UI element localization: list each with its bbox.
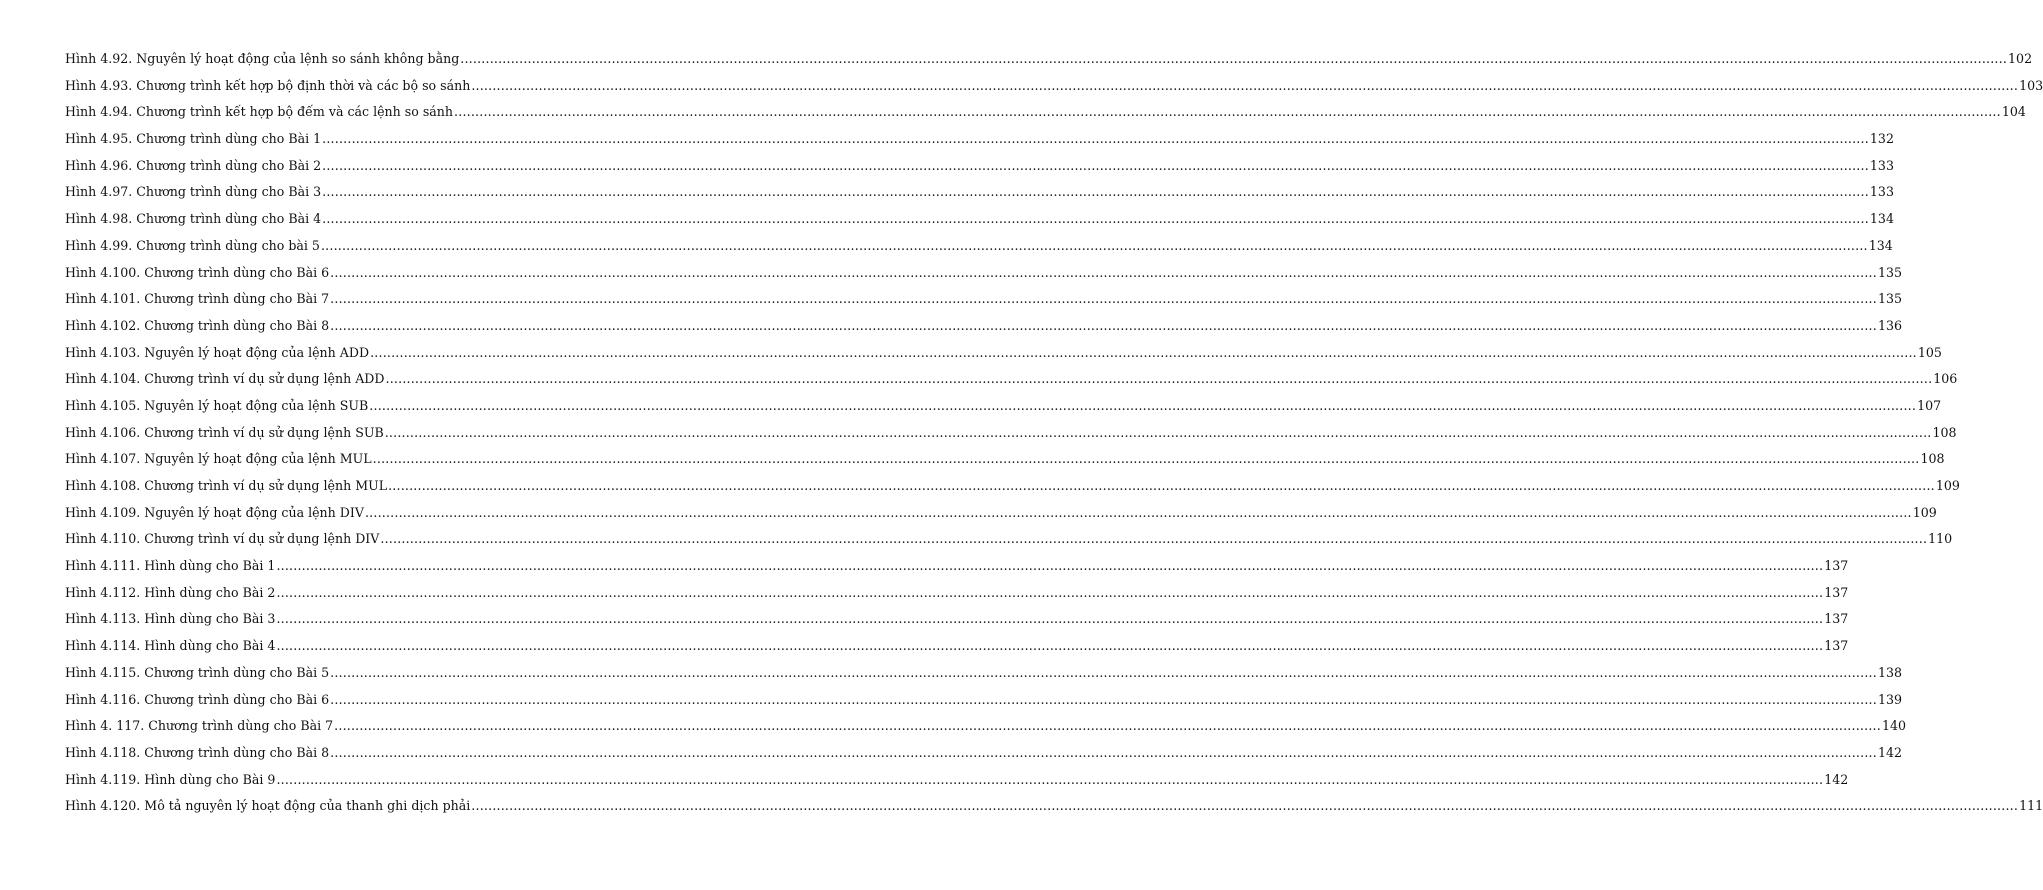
toc-entry[interactable] bbox=[65, 179, 1894, 206]
toc-entry-title: Hình 4.105. Nguyên lý hoạt động của lệnh SUB bbox=[65, 397, 369, 413]
toc-entry-title: Hình 4.104. Chương trình ví dụ sử dụng lệnh ADD bbox=[65, 371, 385, 387]
toc-entry-title: Hình 4.93. Chương trình kết hợp bộ định thời và các bộ so sánh bbox=[65, 77, 471, 93]
dot-leader bbox=[373, 446, 1920, 473]
toc-entry-page: 136 bbox=[1877, 317, 1902, 333]
toc-entry-page: 137 bbox=[1824, 638, 1849, 654]
toc-entry-title: Hình 4.100. Chương trình dùng cho Bài 6 bbox=[65, 264, 330, 280]
list-of-figures bbox=[65, 46, 2043, 820]
toc-entry[interactable] bbox=[65, 260, 1902, 287]
dot-leader bbox=[276, 553, 1823, 580]
toc-entry-page: 108 bbox=[1920, 451, 1945, 467]
toc-entry[interactable] bbox=[65, 687, 1902, 714]
dot-leader bbox=[380, 526, 1927, 553]
toc-entry-title: Hình 4.118. Chương trình dùng cho Bài 8 bbox=[65, 744, 330, 760]
toc-entry-title: Hình 4.103. Nguyên lý hoạt động của lệnh ADD bbox=[65, 344, 370, 360]
toc-entry[interactable] bbox=[65, 73, 2043, 100]
toc-entry-title: Hình 4.108. Chương trình ví dụ sử dụng lệnh MUL bbox=[65, 478, 388, 493]
toc-entry[interactable] bbox=[65, 793, 2043, 820]
toc-entry-page: 142 bbox=[1824, 771, 1849, 787]
toc-entry-title: Hình 4.96. Chương trình dùng cho Bài 2 bbox=[65, 157, 322, 173]
toc-entry[interactable] bbox=[65, 366, 1958, 393]
toc-entry-title: Hình 4.111. Hình dùng cho Bài 1 bbox=[65, 558, 276, 574]
toc-entry[interactable] bbox=[65, 340, 1942, 367]
toc-entry-page: 142 bbox=[1877, 744, 1902, 760]
toc-entry[interactable] bbox=[65, 153, 1894, 180]
toc-entry-page: 132 bbox=[1869, 131, 1894, 147]
toc-entry-page: 140 bbox=[1881, 718, 1906, 734]
toc-entry-page: 111 bbox=[2019, 798, 2043, 814]
dot-leader bbox=[460, 46, 2007, 73]
toc-entry-page: 109 bbox=[1912, 504, 1937, 520]
toc-entry-title: Hình 4.119. Hình dùng cho Bài 9 bbox=[65, 771, 276, 787]
toc-entry[interactable] bbox=[65, 767, 1849, 794]
toc-entry-page: 137 bbox=[1824, 584, 1849, 600]
toc-entry[interactable] bbox=[65, 313, 1902, 340]
toc-entry[interactable] bbox=[65, 46, 2033, 73]
dot-leader bbox=[276, 606, 1823, 633]
toc-entry-page: 135 bbox=[1877, 291, 1902, 307]
toc-entry-page: 133 bbox=[1869, 157, 1894, 173]
toc-entry[interactable] bbox=[65, 286, 1902, 313]
dot-leader bbox=[454, 99, 2001, 126]
toc-entry-page: 102 bbox=[2008, 51, 2033, 66]
dot-leader bbox=[334, 713, 1881, 740]
toc-entry[interactable] bbox=[65, 446, 1945, 473]
toc-entry-title: Hình 4.116. Chương trình dùng cho Bài 6 bbox=[65, 691, 330, 707]
dot-leader bbox=[471, 793, 2018, 820]
toc-entry[interactable] bbox=[65, 606, 1849, 633]
toc-entry-page: 133 bbox=[1869, 184, 1894, 200]
toc-entry-title: Hình 4.94. Chương trình kết hợp bộ đếm và các lệnh so sánh bbox=[65, 104, 454, 120]
dot-leader bbox=[370, 340, 1917, 367]
toc-entry[interactable] bbox=[65, 660, 1902, 687]
dot-leader bbox=[385, 420, 1932, 447]
toc-entry-page: 138 bbox=[1877, 664, 1902, 680]
dot-leader bbox=[471, 73, 2018, 100]
toc-entry-page: 103 bbox=[2019, 77, 2043, 93]
toc-entry-page: 134 bbox=[1868, 237, 1893, 253]
dot-leader bbox=[276, 767, 1823, 794]
toc-entry[interactable] bbox=[65, 633, 1849, 660]
dot-leader bbox=[330, 660, 1877, 687]
dot-leader bbox=[322, 179, 1869, 206]
toc-entry-title: Hình 4.109. Nguyên lý hoạt động của lệnh DIV bbox=[65, 504, 364, 520]
toc-entry-page: 135 bbox=[1877, 264, 1902, 280]
toc-entry-page: 106 bbox=[1933, 371, 1958, 387]
toc-entry[interactable] bbox=[65, 393, 1942, 420]
toc-entry[interactable] bbox=[65, 233, 1893, 260]
toc-entry[interactable] bbox=[65, 553, 1849, 580]
toc-entry-title: Hình 4.115. Chương trình dùng cho Bài 5 bbox=[65, 664, 330, 680]
toc-entry-title: Hình 4.92. Nguyên lý hoạt động của lệnh so sánh không bằng bbox=[65, 51, 460, 66]
toc-entry-page: 104 bbox=[2001, 104, 2026, 120]
dot-leader bbox=[330, 260, 1877, 287]
dot-leader bbox=[365, 500, 1912, 527]
dot-leader bbox=[322, 206, 1869, 233]
toc-entry-title: Hình 4.120. Mô tả nguyên lý hoạt động của thanh ghi dịch phải bbox=[65, 798, 471, 814]
dot-leader bbox=[322, 153, 1869, 180]
toc-entry[interactable] bbox=[65, 500, 1937, 527]
dot-leader bbox=[330, 740, 1877, 767]
toc-entry-page: 109 bbox=[1935, 478, 1960, 493]
dot-leader bbox=[330, 286, 1877, 313]
dot-leader bbox=[388, 473, 1935, 500]
toc-entry-page: 105 bbox=[1917, 344, 1942, 360]
dot-leader bbox=[386, 366, 1933, 393]
toc-entry-title: Hình 4.101. Chương trình dùng cho Bài 7 bbox=[65, 291, 330, 307]
toc-entry-title: Hình 4.113. Hình dùng cho Bài 3 bbox=[65, 611, 276, 627]
toc-entry-title: Hình 4.112. Hình dùng cho Bài 2 bbox=[65, 584, 276, 600]
toc-entry[interactable] bbox=[65, 99, 2026, 126]
dot-leader bbox=[330, 687, 1877, 714]
dot-leader bbox=[330, 313, 1877, 340]
toc-entry-title: Hình 4.97. Chương trình dùng cho Bài 3 bbox=[65, 184, 322, 200]
toc-entry[interactable] bbox=[65, 740, 1902, 767]
dot-leader bbox=[369, 393, 1916, 420]
toc-entry-page: 134 bbox=[1869, 211, 1894, 227]
toc-entry[interactable] bbox=[65, 526, 1953, 553]
dot-leader bbox=[276, 633, 1823, 660]
toc-entry[interactable] bbox=[65, 206, 1894, 233]
toc-entry[interactable] bbox=[65, 126, 1894, 153]
toc-entry[interactable] bbox=[65, 713, 1906, 740]
toc-entry-title: Hình 4.110. Chương trình ví dụ sử dụng lệnh DIV bbox=[65, 531, 380, 547]
dot-leader bbox=[321, 233, 1868, 260]
toc-entry-title: Hình 4.98. Chương trình dùng cho Bài 4 bbox=[65, 211, 322, 227]
toc-entry-title: Hình 4.114. Hình dùng cho Bài 4 bbox=[65, 638, 276, 654]
toc-entry-page: 107 bbox=[1917, 397, 1942, 413]
toc-entry[interactable] bbox=[65, 473, 1960, 500]
toc-entry-title: Hình 4.107. Nguyên lý hoạt động của lệnh MUL bbox=[65, 451, 372, 467]
toc-entry-page: 137 bbox=[1824, 611, 1849, 627]
toc-entry-page: 137 bbox=[1824, 558, 1849, 574]
dot-leader bbox=[276, 580, 1823, 607]
toc-entry-title: Hình 4.99. Chương trình dùng cho bài 5 bbox=[65, 237, 320, 253]
toc-entry-page: 139 bbox=[1877, 691, 1902, 707]
toc-entry-title: Hình 4.106. Chương trình ví dụ sử dụng lệnh SUB bbox=[65, 424, 384, 440]
toc-entry-title: Hình 4.102. Chương trình dùng cho Bài 8 bbox=[65, 317, 330, 333]
toc-entry-page: 110 bbox=[1928, 531, 1953, 547]
toc-entry-page: 108 bbox=[1932, 424, 1957, 440]
toc-entry-title: Hình 4. 117. Chương trình dùng cho Bài 7 bbox=[65, 718, 334, 734]
toc-entry-title: Hình 4.95. Chương trình dùng cho Bài 1 bbox=[65, 131, 322, 147]
toc-entry[interactable] bbox=[65, 420, 1957, 447]
dot-leader bbox=[322, 126, 1869, 153]
toc-entry[interactable] bbox=[65, 580, 1849, 607]
